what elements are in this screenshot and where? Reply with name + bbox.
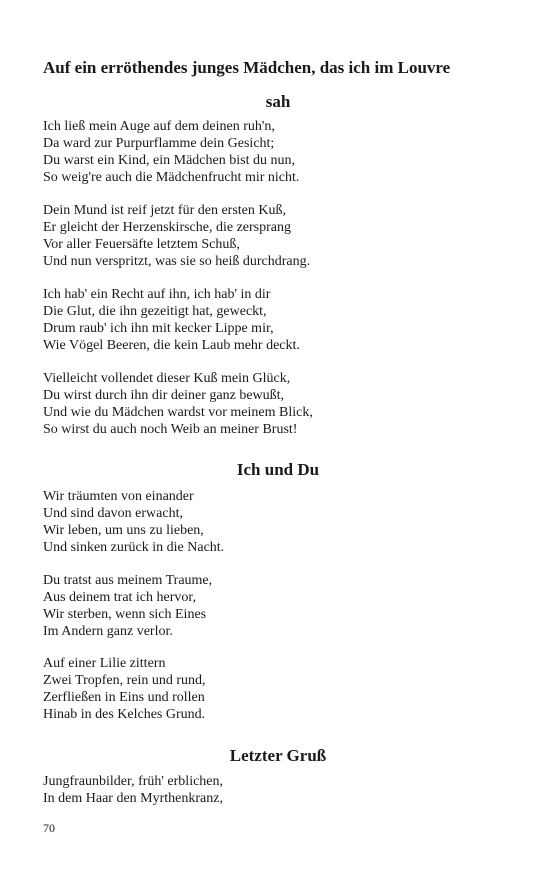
stanza <box>43 118 513 186</box>
verse-line: Im Andern ganz verlor. <box>43 624 173 639</box>
verse-line: Dein Mund ist reif jetzt für den ersten Kuß, <box>43 203 286 218</box>
verse-line: Ich ließ mein Auge auf dem deinen ruh'n, <box>43 119 275 134</box>
verse-line: Und sinken zurück in die Nacht. <box>43 540 225 555</box>
poem-title: Letzter Gruß <box>229 746 327 765</box>
verse-line: Wir träumten von einander <box>43 489 194 504</box>
verse-line: Die Glut, die ihn gezeitigt hat, geweckt, <box>43 304 267 319</box>
verse-line: Du warst ein Kind, ein Mädchen bist du nun, <box>43 153 295 168</box>
verse-line: Wir sterben, wenn sich Eines <box>43 607 207 622</box>
stanza <box>43 488 513 556</box>
verse-line: Jungfraunbilder, früh' erblichen, <box>43 774 224 789</box>
verse-line: Er gleicht der Herzenskirsche, die zersprang <box>43 220 291 235</box>
verse-line: Du wirst durch ihn dir deiner ganz bewußt, <box>43 388 285 403</box>
verse-line: Zwei Tropfen, rein und rund, <box>43 673 206 688</box>
stanza <box>43 572 513 640</box>
poem-title: Ich und Du <box>236 460 320 479</box>
verse-line: So weig're auch die Mädchenfrucht mir nicht. <box>43 170 300 185</box>
verse-line: Wie Vögel Beeren, die kein Laub mehr deckt. <box>43 338 300 353</box>
stanza <box>43 370 513 438</box>
verse-line: Vor aller Feuersäfte letztem Schuß, <box>43 237 240 252</box>
verse-line: Ich hab' ein Recht auf ihn, ich hab' in dir <box>43 287 271 302</box>
verse-line: Aus deinem trat ich hervor, <box>43 590 197 605</box>
stanza <box>43 202 513 270</box>
stanza <box>43 773 513 807</box>
verse-line: In dem Haar den Myrthenkranz, <box>43 791 223 806</box>
page-number: 70 <box>43 821 55 835</box>
verse-line: Zerfließen in Eins und rollen <box>43 690 205 705</box>
verse-line: Wir leben, um uns zu lieben, <box>43 523 204 538</box>
verse-line: Da ward zur Purpurflamme dein Gesicht; <box>43 136 275 151</box>
verse-line: Und wie du Mädchen wardst vor meinem Blick, <box>43 405 313 420</box>
verse-line: Und nun verspritzt, was sie so heiß durchdrang. <box>43 254 311 269</box>
verse-line: Drum raub' ich ihn mit kecker Lippe mir, <box>43 321 274 336</box>
verse-line: Vielleicht vollendet dieser Kuß mein Glück, <box>43 371 291 386</box>
stanza <box>43 655 513 723</box>
verse-line: Hinab in des Kelches Grund. <box>43 707 206 722</box>
poem-title: Auf ein erröthendes junges Mädchen, das ich im Louvre <box>43 58 451 77</box>
stanza <box>43 286 513 354</box>
verse-line: Und sind davon erwacht, <box>43 506 183 521</box>
verse-line: Du tratst aus meinem Traume, <box>43 573 213 588</box>
verse-line: Auf einer Lilie zittern <box>43 656 166 671</box>
verse-line: So wirst du auch noch Weib an meiner Brust! <box>43 422 298 437</box>
poem-title-continuation: sah <box>265 92 291 111</box>
